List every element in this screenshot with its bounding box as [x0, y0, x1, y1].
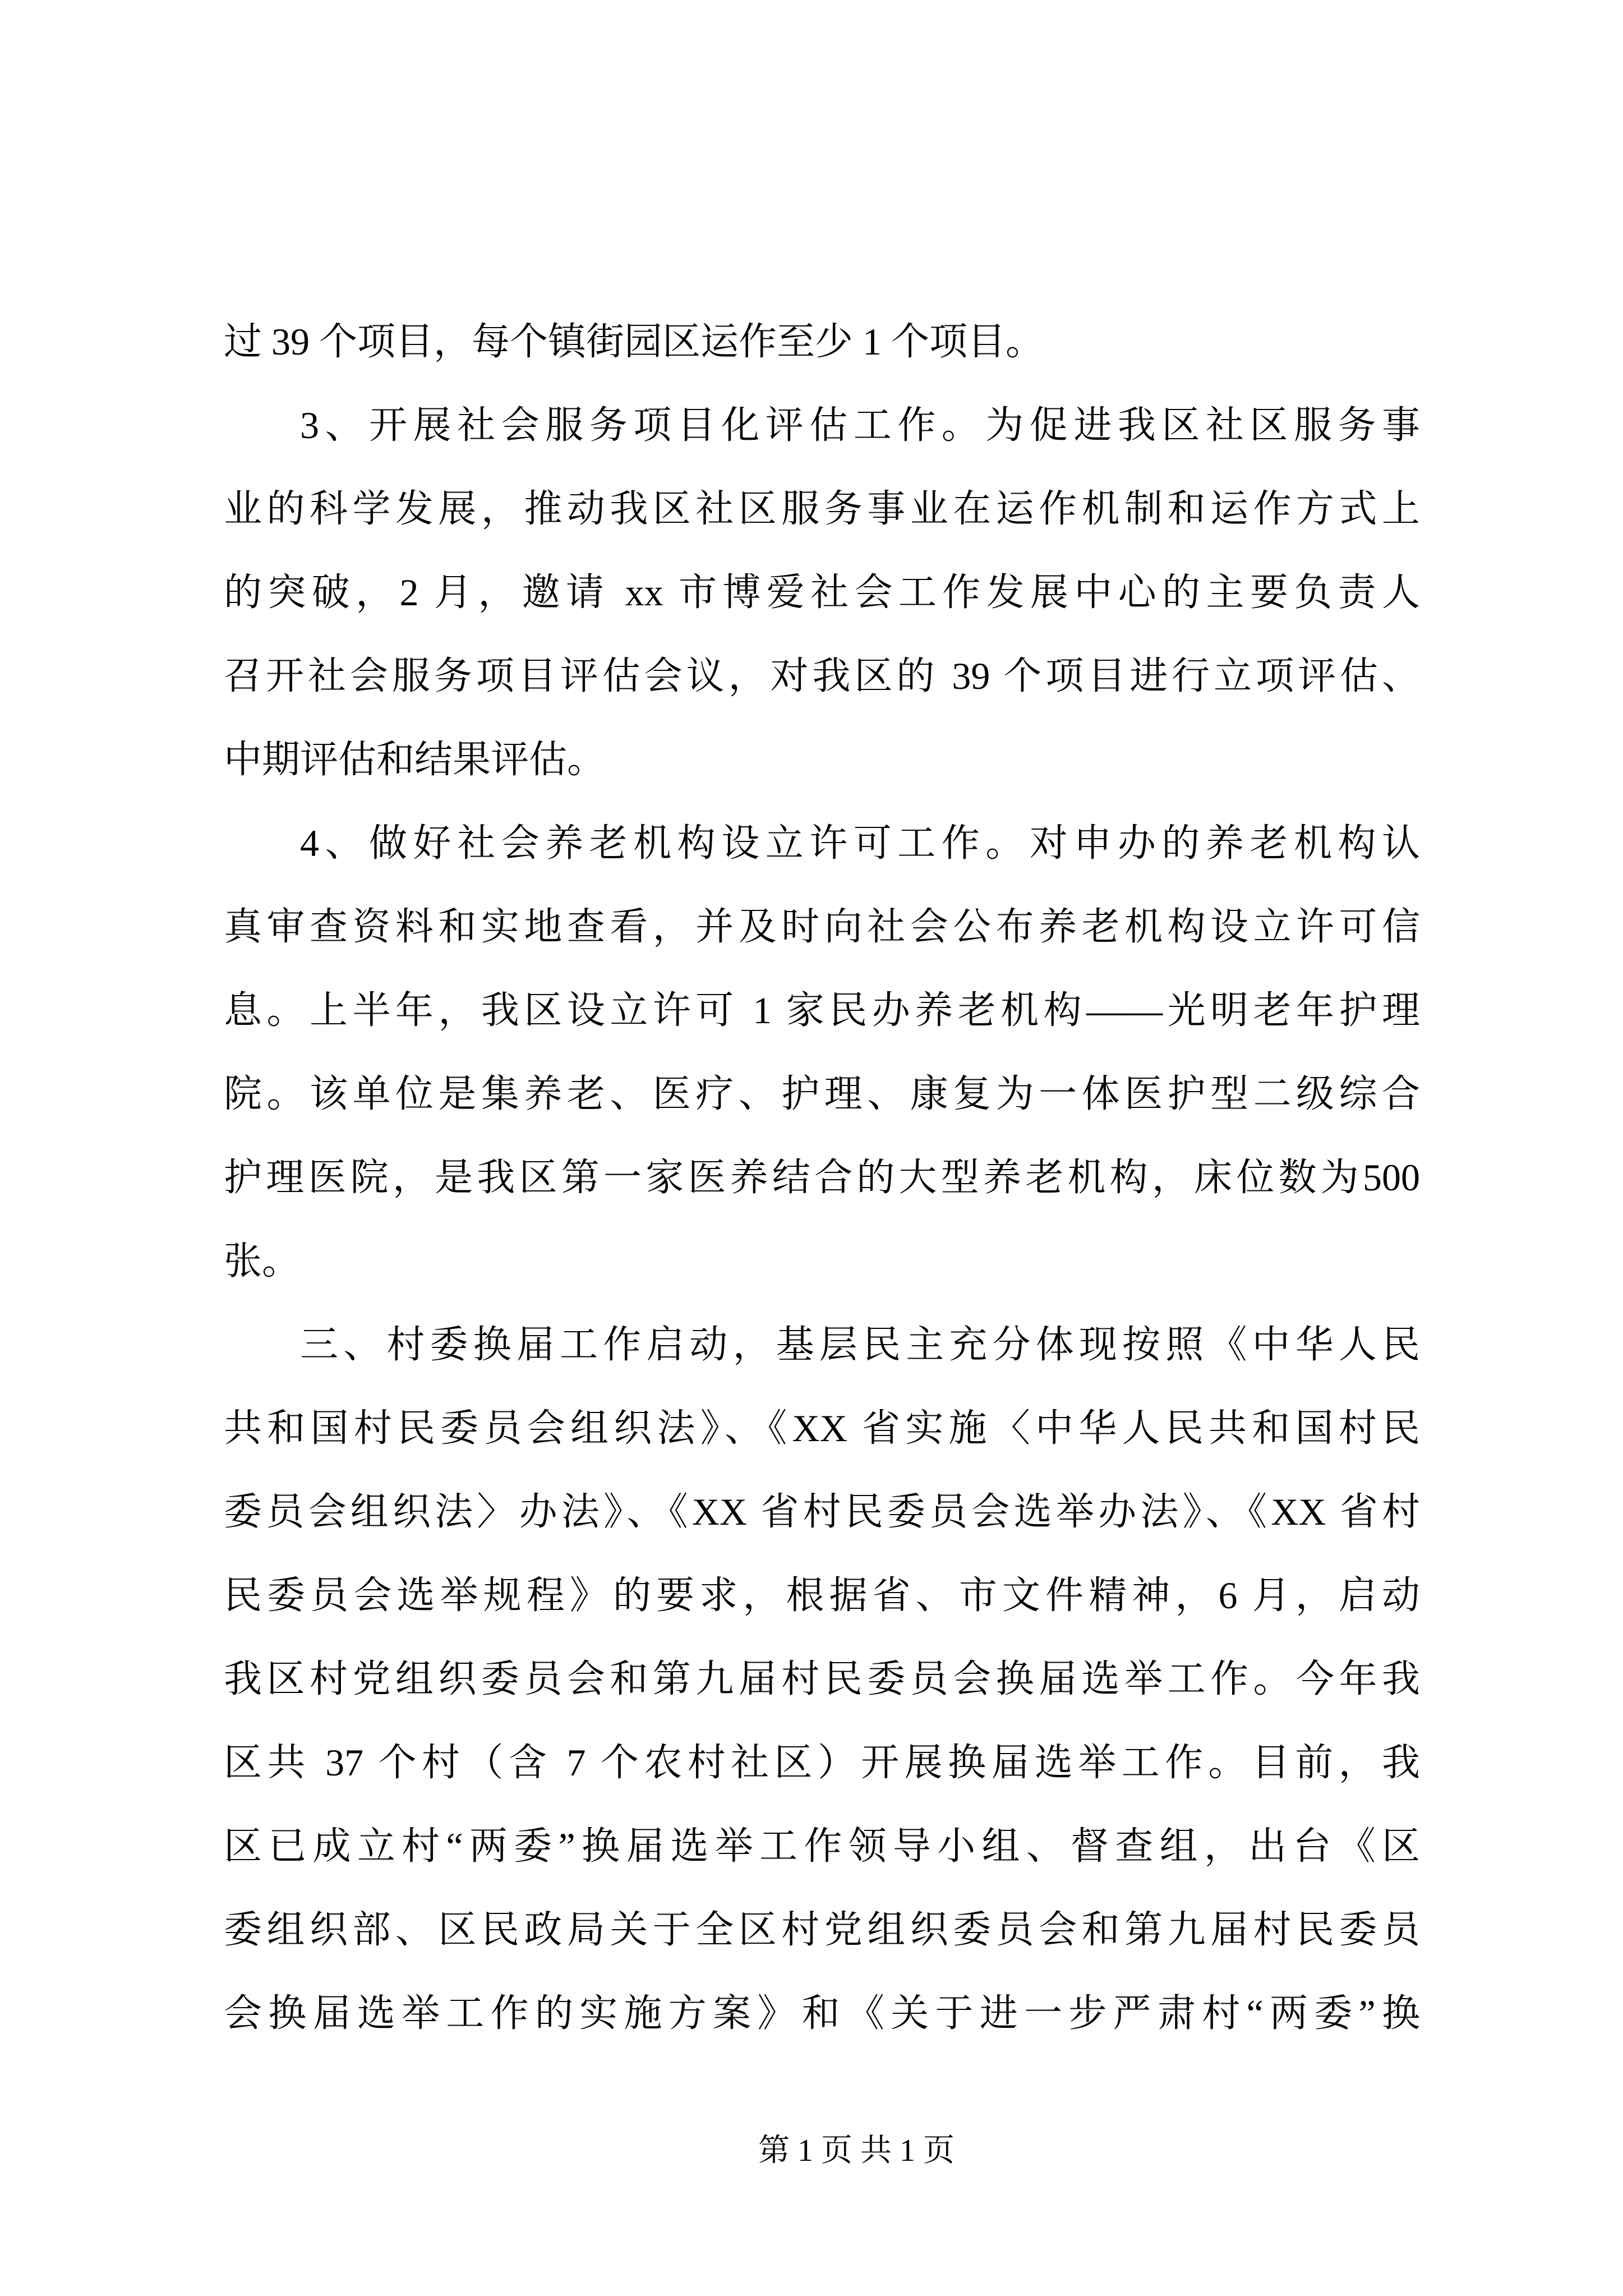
text-line: 4、做好社会养老机构设立许可工作。对申办的养老机构认: [300, 822, 1420, 864]
text-line: 3、开展社会服务项目化评估工作。为促进我区社区服务事: [300, 404, 1420, 447]
paragraph-continuation: [224, 300, 1420, 384]
text-line: 我区村党组织委员会和第九届村民委员会换届选举工作。今年我: [224, 1658, 1420, 1700]
text-line: 院。该单位是集养老、医疗、护理、康复为一体医护型二级综合: [224, 1073, 1420, 1115]
text-line: 张。: [224, 1240, 301, 1282]
text-line: 区共 37 个村（含 7 个农村社区）开展换届选举工作。目前，我: [224, 1741, 1420, 1784]
text-line: 息。上半年，我区设立许可 1 家民办养老机构——光明老年护理: [224, 989, 1420, 1032]
text-line: 过 39 个项目，每个镇街园区运作至少 1 个项目。: [224, 320, 1044, 363]
text-line: 委员会组织法〉办法》、《XX 省村民委员会选举办法》、《XX 省村: [224, 1490, 1420, 1533]
page-number-footer: 第 1 页 共 1 页: [758, 2133, 955, 2168]
paragraph-item-3: [224, 384, 1420, 802]
text-line: 中期评估和结果评估。: [224, 738, 606, 781]
text-line: 三、村委换届工作启动，基层民主充分体现按照《中华人民: [300, 1323, 1420, 1366]
paragraph-item-4: [224, 802, 1420, 1303]
text-line: 委组织部、区民政局关于全区村党组织委员会和第九届村民委员: [224, 1908, 1420, 1951]
text-line: 真审查资料和实地查看，并及时向社会公布养老机构设立许可信: [224, 905, 1420, 948]
document-body: [224, 300, 1420, 2055]
text-line: 护理医院，是我区第一家医养结合的大型养老机构，床位数为500: [224, 1156, 1420, 1199]
text-line: 民委员会选举规程》的要求，根据省、市文件精神，6 月，启动: [224, 1574, 1420, 1617]
paragraph-section-3: [224, 1303, 1420, 2055]
text-line: 业的科学发展，推动我区社区服务事业在运作机制和运作方式上: [224, 487, 1420, 530]
text-line: 的突破，2 月，邀请 xx 市博爱社会工作发展中心的主要负责人: [224, 571, 1420, 614]
text-line: 召开社会服务项目评估会议，对我区的 39 个项目进行立项评估、: [224, 655, 1420, 697]
text-line: 会换届选举工作的实施方案》和《关于进一步严肃村“两委”换: [224, 1992, 1420, 2035]
text-line: 区已成立村“两委”换届选举工作领导小组、督查组，出台《区: [224, 1825, 1420, 1867]
text-line: 共和国村民委员会组织法》、《XX 省实施〈中华人民共和国村民: [224, 1407, 1420, 1450]
